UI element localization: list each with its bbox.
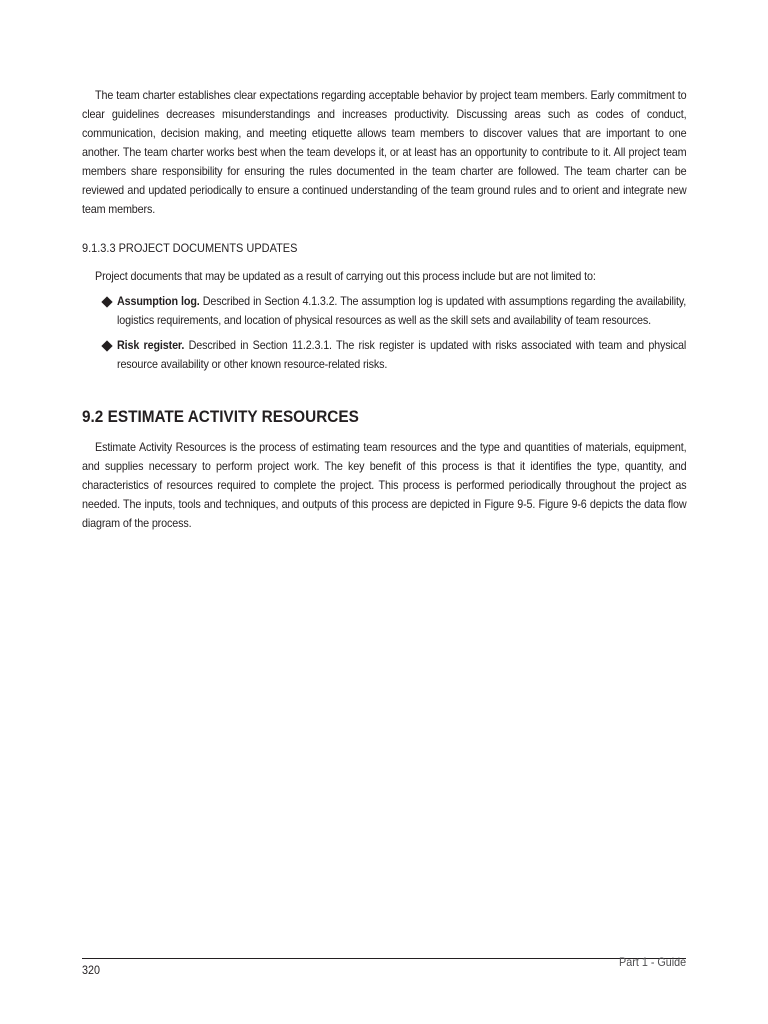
page-content	[82, 86, 686, 533]
team-charter-paragraph: The team charter establishes clear expectations regarding acceptable behavior by project team members. Early commitment to clear guidelines decreases misunderstandings and increases productivity. Discussing areas such as codes of conduct, communication, decision making, and meeting etiquette allows team members to discover values that are important to one another. The team charter works best when the team develops it, or at least has an opportunity to contribute to it. All project team members share responsibility for ensuring the rules documented in the team charter are followed. The team charter can be reviewed and updated periodically to ensure a continued understanding of the team ground rules and to orient and integrate new team members.	[82, 89, 687, 216]
page-number: 320	[82, 964, 100, 977]
footer-divider	[82, 958, 686, 959]
section-paragraph: Estimate Activity Resources is the process of estimating team resources and the type and quantities of materials, equipment, and supplies necessary to perform project work. The key benefit of this process is that it identifies the type, quantity, and characteristics of resources required to complete the project. This process is performed periodically throughout the project as needed. The inputs, tools and techniques, and outputs of this process are depicted in Figure 9-5. Figure 9-6 depicts the data flow diagram of the process.	[82, 441, 687, 530]
list-item-description: Described in Section 11.2.3.1. The risk register is updated with risks associated with team and physical resource availability or other known resource-related risks.	[117, 339, 687, 371]
documents-updates-list	[82, 292, 686, 374]
subsection-intro: Project documents that may be updated as a result of carrying out this process include but are not limited to:	[95, 270, 596, 283]
subsection-heading: 9.1.3.3 PROJECT DOCUMENTS UPDATES	[82, 241, 298, 255]
list-item	[82, 336, 686, 374]
diamond-bullet-icon	[100, 295, 113, 308]
list-item	[82, 292, 686, 330]
list-item-term: Assumption log.	[117, 295, 200, 308]
list-item-text	[117, 292, 686, 330]
part-label: Part 1 - Guide	[618, 956, 686, 969]
list-item-description: Described in Section 4.1.3.2. The assumption log is updated with assumptions regarding the availability, logistics requirements, and location of physical resources as well as the skill sets and availability of team resources.	[117, 295, 687, 327]
list-item-text	[117, 336, 686, 374]
list-item-term: Risk register.	[117, 339, 185, 352]
section-heading: 9.2 ESTIMATE ACTIVITY RESOURCES	[82, 408, 359, 426]
diamond-bullet-icon	[100, 339, 113, 352]
